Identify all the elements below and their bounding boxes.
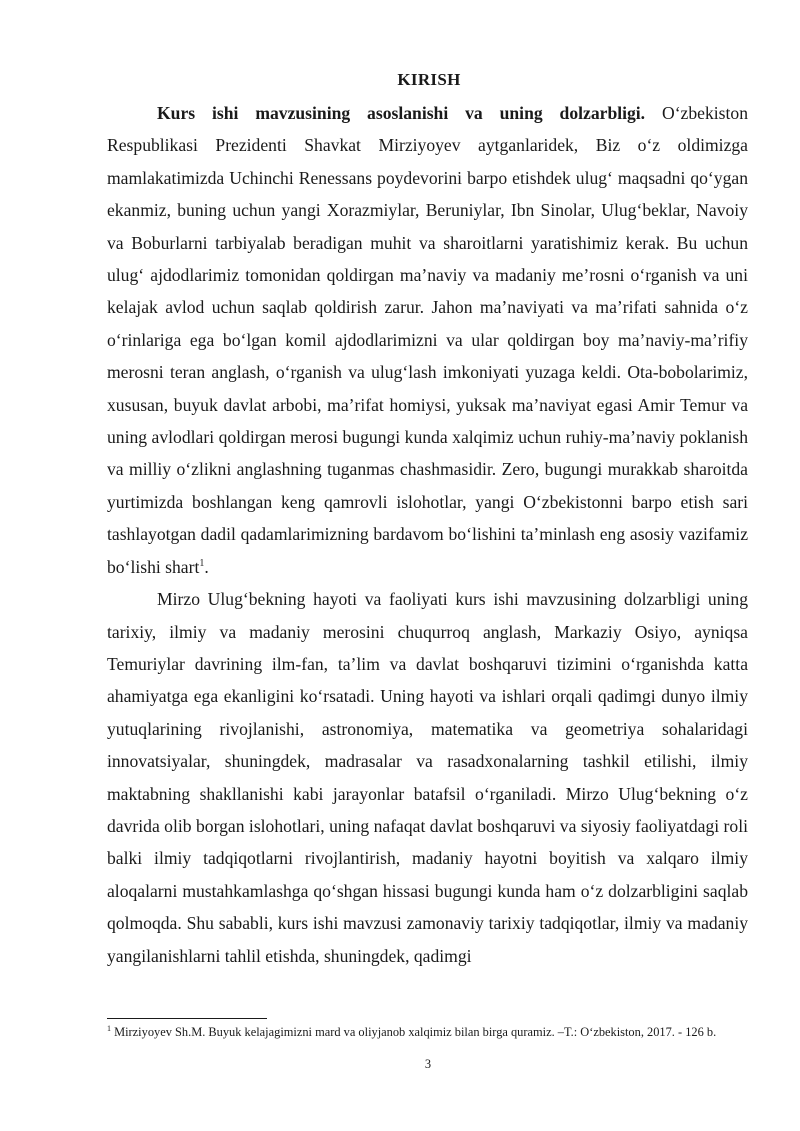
footnote-text: Mirziyoyev Sh.M. Buyuk kelajagimizni mard va oliyjanob xalqimiz bilan birga quramiz. –T.: O‘zbekiston, 2017. - 126 b. (111, 1025, 717, 1039)
paragraph-1 (107, 97, 748, 583)
footnote (107, 1024, 748, 1040)
section-heading: KIRISH (397, 70, 461, 89)
footnote-marker: 1 (107, 1023, 111, 1033)
paragraph-2 (107, 583, 748, 972)
page-number: 3 (424, 1057, 432, 1071)
paragraph-1-text: O‘zbekiston Respublikasi Prezidenti Shavkat Mirziyoyev aytganlaridek, Biz o‘z oldimizga mamlakatimizda Uchinchi Renessans poydevorini barpo etishdek ulug‘ maqsadni qo‘ygan ekanmiz, buning uchun yangi Xorazmiylar, Beruniylar, Ibn Sinolar, Ulug‘beklar, Navoiy va Boburlarni tarbiyalab beradigan muhit va sharoitlarni yaratishimiz kerak. Bu uchun ulug‘ ajdodlarimiz tomonidan qoldirgan ma’naviy va madaniy me’rosni o‘rganish va uni kelajak avlod uchun saqlab qoldirish zarur. Jahon ma’naviyati va ma’rifati sahnida o‘z o‘rinlariga ega bo‘lgan komil ajdodlarimizni va ular qoldirgan boy ma’naviy-ma’rifiy merosni teran anglash, o‘rganish va ulug‘lash imkoniyati yuzaga keldi. Ota-bobolarimiz, xususan, buyuk davlat arbobi, ma’rifat homiysi, yuksak ma’naviyat egasi Amir Temur va uning avlodlari qoldirgan merosi bugungi kunda xalqimiz uchun ruhiy-ma’naviy poklanish va milliy o‘zlikni anglashning tuganmas chashmasidir. Zero, bugungi murakkab sharoitda yurtimizda boshlangan keng qamrovli islohotlar, yangi O‘zbekistonni barpo etish sari tashlayotgan dadil qadamlarimizning bardavom bo‘lishini ta’minlash eng asosiy vazifamiz bo‘lishi shart (107, 103, 748, 577)
paragraph-1-lead: Kurs ishi mavzusining asoslanishi va uning dolzarbligi. (157, 103, 646, 123)
paragraph-1-tail: . (204, 556, 209, 577)
footnote-separator (107, 1018, 267, 1019)
paragraph-2-text: Mirzo Ulug‘bekning hayoti va faoliyati kurs ishi mavzusining dolzarbligi uning tarixiy, ilmiy va madaniy merosini chuqurroq anglash, Markaziy Osiyo, ayniqsa Temuriylar davrining ilm-fan, ta’lim va davlat boshqaruvi tizimini o‘rganishda katta ahamiyatga ega ekanligini ko‘rsatadi. Uning hayoti va ishlari orqali qadimgi dunyo ilmiy yutuqlarining rivojlanishi, astronomiya, matematika va geometriya sohalaridagi innovatsiyalar, shuningdek, madrasalar va rasadxonalarning tashkil etilishi, ilmiy maktabning shakllanishi kabi jarayonlar batafsil o‘rganiladi. Mirzo Ulug‘bekning o‘z davrida olib borgan islohotlari, uning nafaqat davlat boshqaruvi va siyosiy faoliyatdagi roli balki ilmiy tadqiqotlarni rivojlantirish, madaniy hayotni boyitish va xalqaro ilmiy aloqalarni mustahkamlashga qo‘shgan hissasi bugungi kunda ham o‘z dolzarbligini saqlab qolmoqda. Shu sababli, kurs ishi mavzusi zamonaviy tarixiy tadqiqotlar, ilmiy va madaniy yangilanishlarni tahlil etishda, shuningdek, qadimgi (107, 589, 748, 966)
body-text (107, 97, 748, 972)
footnote-reference[interactable]: 1 (199, 557, 205, 569)
